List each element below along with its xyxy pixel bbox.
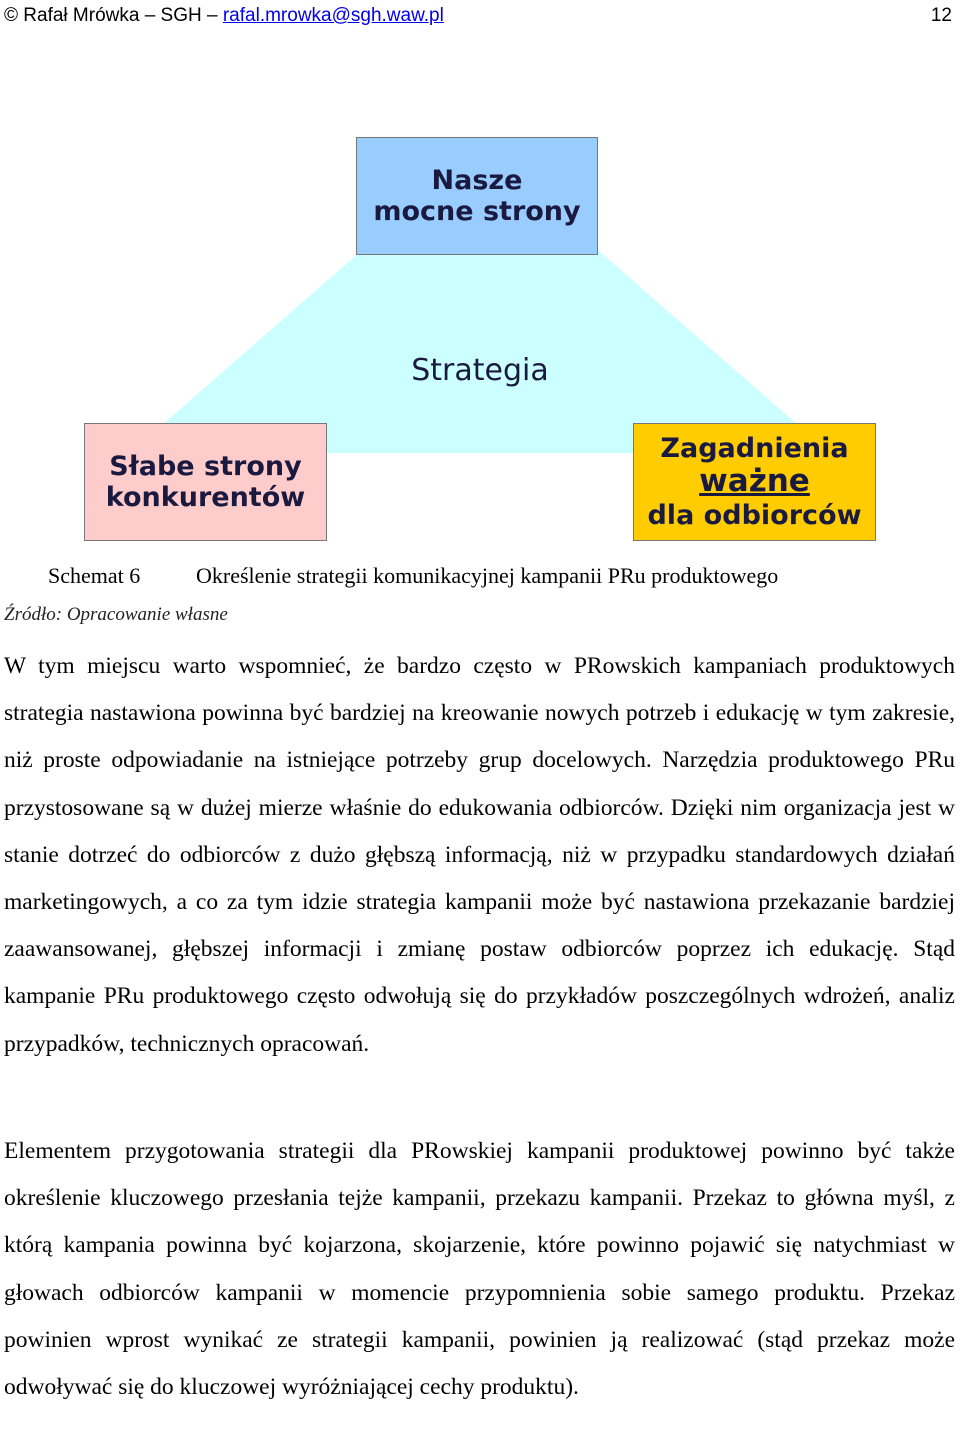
- email-link[interactable]: rafal.mrowka@sgh.waw.pl: [222, 5, 444, 26]
- strategy-label: Strategia: [411, 353, 549, 388]
- paragraph-2: Elementem przygotowania strategii dla PRowskiej kampanii produktowej powinno być także określenie kluczowego przesłania tejże kampanii, przekazu kampanii. Przekaz to główna myśl, z którą kampania powinna być kojarzona, skojarzenie, które powinno pojawić się natychmiast w głowach odbiorców kampanii w momencie przypomnienia sobie samego produktu. Przekaz powinien wprost wynikać ze strategii kampanii, powinien ją realizować (stąd przekaz może odwoływać się do kluczowej wyróżniającej cechy produktu).: [4, 1138, 955, 1401]
- box-competitor-weaknesses: [84, 423, 327, 541]
- box-strengths-line2: mocne strony: [373, 196, 581, 227]
- strategy-diagram: [80, 135, 880, 545]
- box-weaknesses-line1: Słabe strony: [109, 450, 302, 482]
- box-issues-line1: Zagadnienia: [660, 433, 849, 465]
- box-audience-issues: [633, 423, 876, 541]
- header-author: [4, 5, 444, 27]
- page-header: [0, 5, 960, 29]
- caption-number: Schemat 6: [48, 563, 141, 588]
- box-issues-line3: dla odbiorców: [647, 499, 862, 531]
- box-strengths-line1: Nasze: [431, 164, 523, 196]
- box-strengths: [356, 137, 598, 255]
- box-weaknesses-line2: konkurentów: [105, 482, 306, 513]
- box-issues-line2: ważne: [699, 463, 810, 500]
- paragraph-1: W tym miejscu warto wspomnieć, że bardzo często w PRowskich kampaniach produktowych strategia nastawiona powinna być bardziej na kreowanie nowych potrzeb i edukację w tym zakresie, niż proste odpowiadanie na istniejące potrzeby grup docelowych. Narzędzia produktowego PRu przystosowane są w dużej mierze właśnie do edukowania odbiorców. Dzięki nim organizacja jest w stanie dotrzeć do odbiorców z dużo głębszą informacją, niż w przypadku standardowych działań marketingowych, a co za tym idzie strategia kampanii może być nastawiona przekazanie bardziej zaawansowanej, głębszej informacji i zmianę postaw odbiorców poprzez ich edukację. Stąd kampanie PRu produktowego często odwołują się do przykładów poszczególnych wdrożeń, analiz przypadków, technicznych opracowań.: [4, 653, 955, 1057]
- page-number: 12: [930, 5, 952, 26]
- caption-title: Określenie strategii komunikacyjnej kampanii PRu produktowego: [196, 563, 779, 588]
- author-text: © Rafał Mrówka – SGH –: [4, 5, 218, 26]
- figure-source: Źródło: Opracowanie własne: [4, 604, 228, 625]
